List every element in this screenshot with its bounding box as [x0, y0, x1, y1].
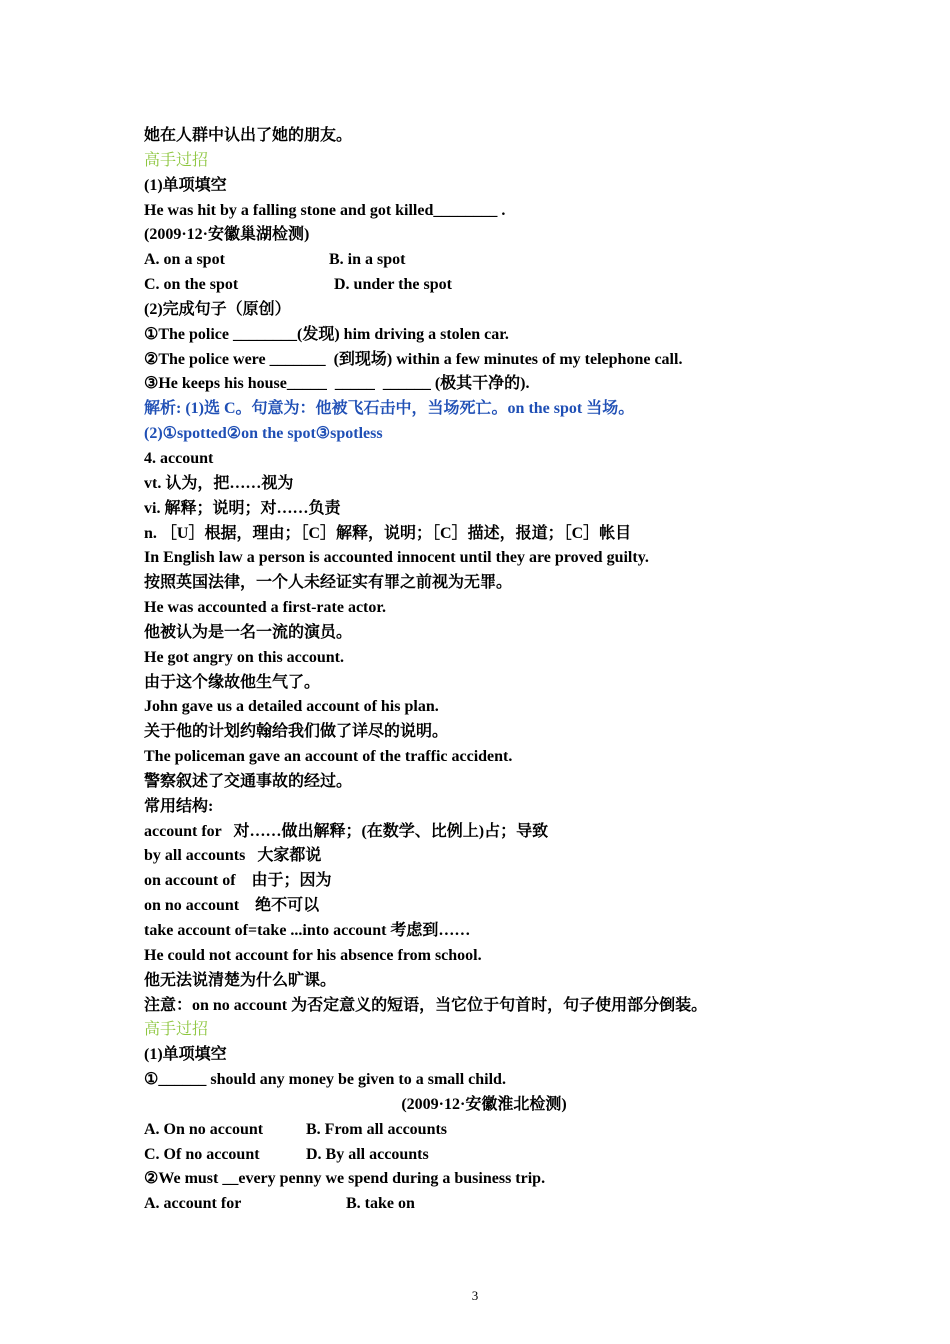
question-text: ①The police ________(发现) him driving a stolen car.: [144, 325, 509, 343]
phrase-line: on account of 由于；因为: [144, 872, 332, 890]
example-sentence: He could not account for his absence from school.: [144, 946, 482, 964]
question-text: ②We must __every penny we spend during a business trip.: [144, 1170, 546, 1188]
question-text: ③He keeps his house_____ _____ ______ (极其干净的).: [144, 375, 530, 393]
phrase-line: take account of=take ...into account 考虑到……: [144, 922, 471, 939]
option-a: A. account for: [144, 1195, 242, 1213]
example-sentence: John gave us a detailed account of his plan.: [144, 698, 439, 716]
answer-explanation: 解析: (1)选 C。句意为：他被飞石击中，当场死亡。on the spot 当场。: [144, 400, 635, 418]
option-row: [144, 1192, 824, 1217]
example-sentence: The policeman gave an account of the traffic accident.: [144, 748, 513, 766]
answer-key: (2)①spotted②on the spot③spotless: [144, 425, 383, 443]
option-b: B. take on: [346, 1195, 415, 1213]
exercise-label: (1)单项填空: [144, 176, 227, 194]
option-row: [144, 273, 824, 298]
exercise-label: (1)单项填空: [144, 1046, 227, 1064]
option-d: D. under the spot: [334, 276, 452, 294]
source-note: (2009·12·安徽巢湖检测): [144, 226, 310, 244]
phrase-line: on no account 绝不可以: [144, 897, 320, 915]
option-a: A. On no account: [144, 1120, 264, 1138]
exercise-label: (2)完成句子（原创）: [144, 300, 291, 318]
example-translation: 他被认为是一名一流的演员。: [144, 623, 353, 641]
section-heading: 高手过招: [144, 1021, 209, 1039]
option-row: [144, 1143, 824, 1168]
question-text: ①______ should any money be given to a small child.: [144, 1071, 506, 1089]
question-text: He was hit by a falling stone and got killed________ .: [144, 201, 506, 219]
example-translation: 关于他的计划约翰给我们做了详尽的说明。: [144, 723, 449, 741]
example-translation: 他无法说清楚为什么旷课。: [144, 971, 337, 989]
definition-line: vt. 认为，把……视为: [144, 474, 294, 492]
document-body: [144, 124, 824, 1217]
option-b: B. in a spot: [329, 251, 406, 269]
example-translation: 由于这个缘故他生气了。: [144, 673, 321, 691]
definition-line: vi. 解释；说明；对……负责: [144, 499, 341, 517]
option-row: [144, 1118, 824, 1143]
note-line: 注意：on no account 为否定意义的短语，当它位于句首时，句子使用部分倒装。: [144, 996, 708, 1014]
source-note: (2009·12·安徽淮北检测): [401, 1095, 567, 1113]
vocab-heading: 4. account: [144, 449, 214, 467]
option-c: C. on the spot: [144, 276, 239, 294]
section-heading: 高手过招: [144, 151, 209, 169]
example-sentence: He got angry on this account.: [144, 648, 344, 666]
definition-line: n. ［U］根据，理由；［C］解释，说明；［C］描述，报道；［C］帐目: [144, 524, 632, 542]
phrase-line: account for 对……做出解释；(在数学、比例上)占；导致: [144, 822, 549, 840]
option-d: D. By all accounts: [306, 1145, 429, 1163]
question-text: ②The police were _______ (到现场) within a few minutes of my telephone call.: [144, 350, 683, 368]
option-row: [144, 248, 824, 273]
example-sentence: In English law a person is accounted innocent until they are proved guilty.: [144, 549, 649, 567]
page-number: 3: [471, 1288, 479, 1303]
text-line: 她在人群中认出了她的朋友。: [144, 127, 353, 144]
option-b: B. From all accounts: [306, 1120, 448, 1138]
option-a: A. on a spot: [144, 251, 225, 269]
example-translation: 警察叙述了交通事故的经过。: [144, 772, 353, 790]
structure-heading: 常用结构:: [144, 797, 214, 815]
example-sentence: He was accounted a first-rate actor.: [144, 599, 387, 617]
phrase-line: by all accounts 大家都说: [144, 847, 322, 865]
example-translation: 按照英国法律，一个人未经证实有罪之前视为无罪。: [144, 574, 513, 592]
option-c: C. Of no account: [144, 1145, 260, 1163]
